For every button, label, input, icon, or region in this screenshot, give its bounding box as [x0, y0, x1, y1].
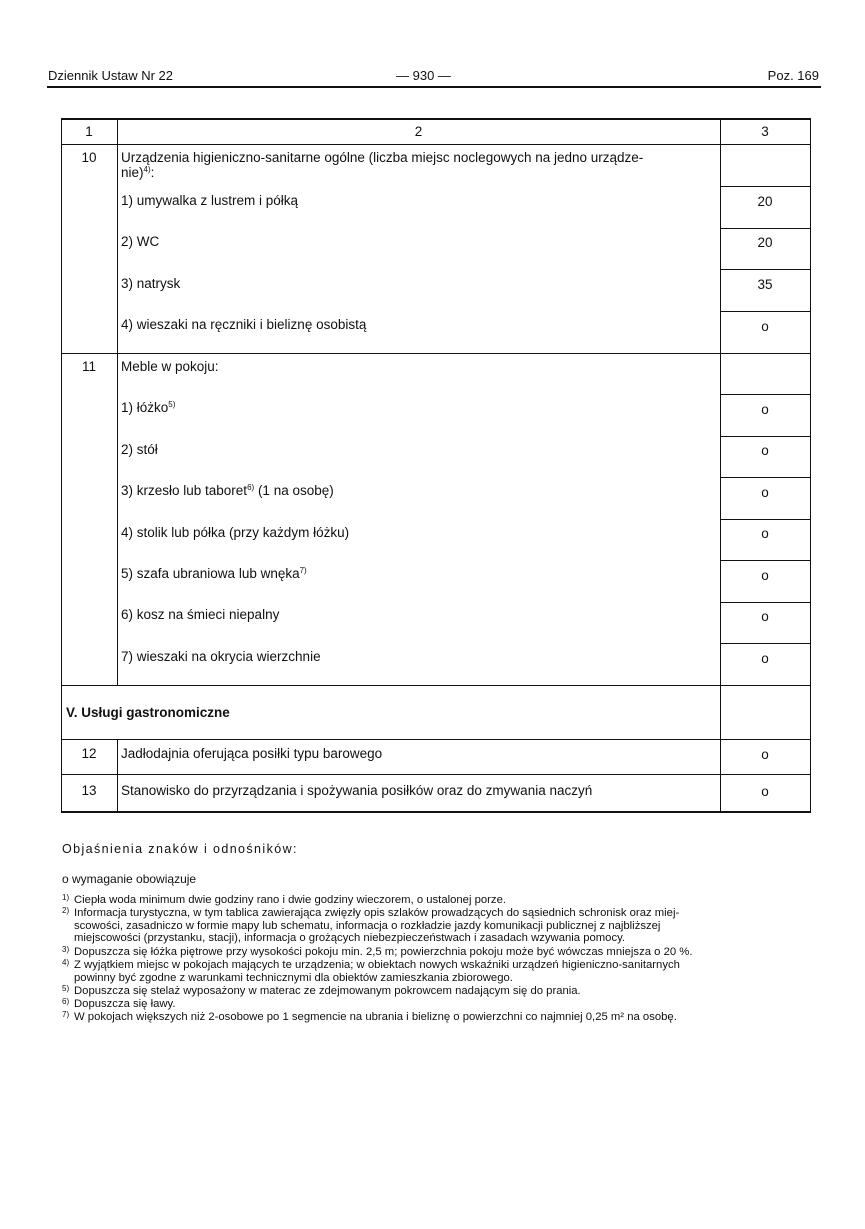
list-item: 2) WC: [121, 234, 160, 249]
row-number: 13: [81, 783, 97, 798]
list-item-value: 20: [757, 194, 773, 209]
list-item-value: o: [761, 651, 769, 666]
col-header-1: 1: [85, 124, 93, 139]
list-item: 3) krzesło lub taboret$^{6)}$ (1 na osobę): [121, 483, 334, 498]
header-position: Poz. 169: [767, 68, 819, 83]
list-item-value: o: [761, 402, 769, 417]
footnote-3: 3) Dopuszcza się łóżka piętrowe przy wysokości pokoju min. 2,5 m; powierzchnia pokoju może być wówczas mniejsza o 20 %.: [62, 945, 693, 958]
footnote-1: 1) Ciepła woda minimum dwie godziny rano i dwie godziny wieczorem, o ustalonej porze.: [62, 893, 507, 906]
col-header-3: 3: [761, 124, 769, 139]
list-item: 5) szafa ubraniowa lub wnęka$^{7)}$: [121, 566, 307, 581]
row-label: Stanowisko do przyrządzania i spożywania posiłków oraz do zmywania naczyń: [121, 783, 593, 798]
header-journal-title: Dziennik Ustaw Nr 22: [48, 68, 173, 83]
footnote-7: 7) W pokojach większych niż 2-osobowe po 1 segmencie na ubrania i bieliznę o powierzchni co najmniej 0,25 m² na osobę.: [62, 1010, 677, 1023]
row-number: 10: [81, 150, 97, 165]
list-item: 1) umywalka z lustrem i półką: [121, 193, 299, 208]
footnote-2: 2) Informacja turystyczna, w tym tablica zawierająca zwięzły opis szlaków prowadzących do sąsiednich schronisk oraz miej- scowości, zasadniczo w formie mapy lub schematu, informacja o rozkładzie jazdy komunikacji publicznej z najbliższej miejscowości (przystanku, stacji), informacja o grożących niebezpieczeństwach i zasadach wzywania pomocy.: [62, 906, 680, 945]
list-item: 3) natrysk: [121, 276, 181, 291]
notes-o-legend: o wymaganie obowiązuje: [62, 872, 197, 886]
header-rule: [47, 86, 821, 88]
list-item: 6) kosz na śmieci niepalny: [121, 607, 280, 622]
section-heading: V. Usługi gastronomiczne: [66, 705, 230, 720]
row-title-line2: nie)$^{4)}$:: [121, 165, 155, 180]
row-label: Jadłodajnia oferująca posiłki typu barowego: [121, 746, 383, 761]
list-item-value: o: [761, 319, 769, 334]
list-item: 2) stół: [121, 442, 158, 457]
notes-title: Objaśnienia znaków i odnośników:: [62, 842, 298, 856]
list-item: 4) stolik lub półka (przy każdym łóżku): [121, 525, 350, 540]
list-item: 1) łóżko$^{5)}$: [121, 400, 176, 415]
col-header-2: 2: [414, 124, 423, 139]
list-item-value: o: [761, 609, 769, 624]
list-item: 4) wieszaki na ręczniki i bieliznę osobistą: [121, 317, 367, 332]
footnote-4: 4) Z wyjątkiem miejsc w pokojach mających te urządzenia; w obiektach nowych wskaźniki urządzeń higieniczno-sanitarnych powinny być zgodne z warunkami technicznymi dla obiektów zamieszkania zbiorowego.: [62, 958, 680, 984]
row-title: Meble w pokoju:: [121, 359, 219, 374]
row-value: o: [761, 747, 769, 762]
row-value: o: [761, 784, 769, 799]
list-item-value: o: [761, 485, 769, 500]
list-item-value: 20: [757, 235, 773, 250]
footnote-5: 5) Dopuszcza się stelaż wyposażony w materac ze zdejmowanym pokrowcem nadającym się do prania.: [62, 984, 581, 997]
row-title-line1: Urządzenia higieniczno-sanitarne ogólne (liczba miejsc noclegowych na jedno urządze-: [121, 150, 644, 165]
header-page-number: — 930 —: [396, 68, 451, 83]
row-number: 11: [81, 359, 96, 374]
list-item-value: o: [761, 526, 769, 541]
list-item-value: o: [761, 568, 769, 583]
footnote-6: 6) Dopuszcza się ławy.: [62, 997, 176, 1010]
list-item: 7) wieszaki na okrycia wierzchnie: [121, 649, 321, 664]
list-item-value: o: [761, 443, 769, 458]
row-number: 12: [81, 746, 97, 761]
list-item-value: 35: [757, 277, 773, 292]
